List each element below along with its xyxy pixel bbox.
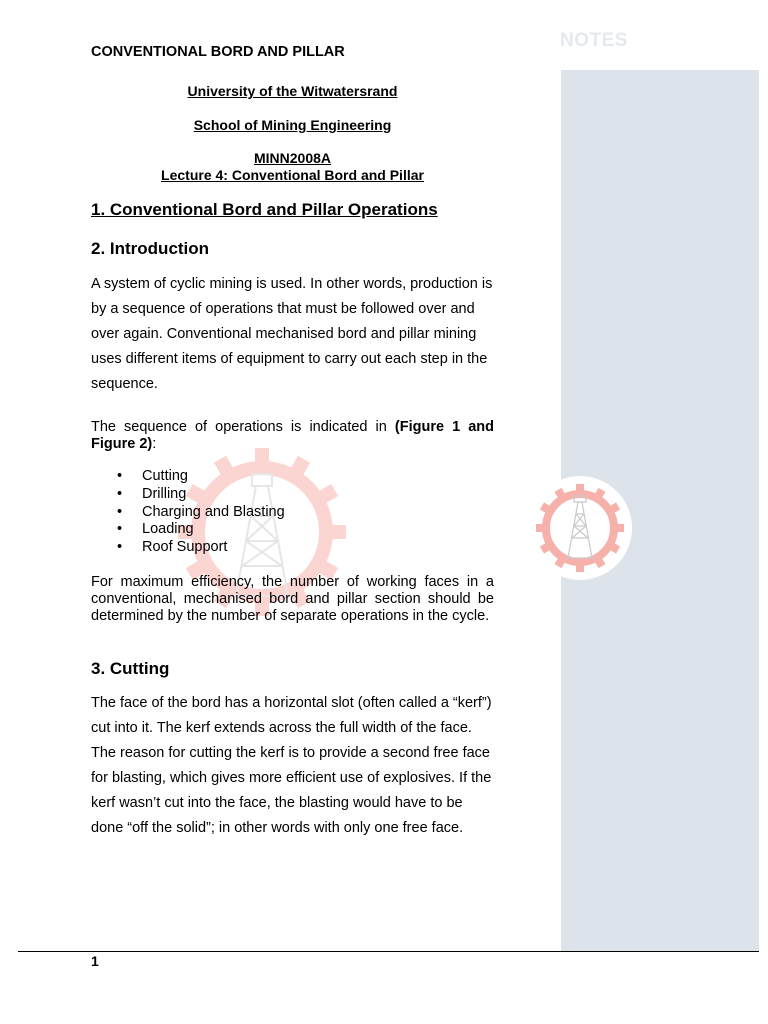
operations-list [91,468,494,557]
sequence-colon: : [152,436,157,452]
sequence-intro-text: The sequence of operations is indicated in [91,419,395,435]
section-3-heading: 3. Cutting [91,659,170,678]
efficiency-paragraph: For maximum efficiency, the number of working faces in a conventional, mechanised bord and pillar section should be determined by the number of separate operations in the cycle. [91,574,494,624]
page-number: 1 [91,953,99,969]
notes-logo [528,476,632,580]
gear-headframe-icon [528,476,632,580]
section-1-heading: 1. Conventional Bord and Pillar Operations [91,200,438,219]
list-item: • Drilling [91,486,494,504]
cutting-paragraph: The face of the bord has a horizontal slot (often called a “kerf”) cut into it. The kerf extends across the full width of the face. The reason for cutting the kerf is to provide a second free face for blasting, which gives more efficient use of explosives. If the kerf wasn’t cut into the face, the blasting would have to be done “off the solid”; in other words with only one free face. [91,695,492,836]
list-item: • Roof Support [91,539,494,557]
list-item: • Loading [91,521,494,539]
university-name: University of the Witwatersrand [187,83,398,99]
notes-title: NOTES [560,30,628,51]
intro-paragraph: A system of cyclic mining is used. In other words, production is by a sequence of operations that must be followed over and over again. Conventional mechanised bord and pillar mining uses different items of equipment to carry out each step in the sequence. [91,276,493,392]
section-2-heading: 2. Introduction [91,239,210,258]
course-code: MINN2008A [253,150,332,166]
lecture-title: Lecture 4: Conventional Bord and Pillar [161,167,424,183]
list-item: • Cutting [91,468,494,486]
footer-divider [18,951,759,952]
school-name: School of Mining Engineering [193,117,392,133]
list-item: • Charging and Blasting [91,504,494,522]
figure-reference: (Figure 1 and Figure 2) [91,419,494,452]
document-header-title: CONVENTIONAL BORD AND PILLAR [91,44,345,60]
sequence-paragraph [91,419,494,453]
